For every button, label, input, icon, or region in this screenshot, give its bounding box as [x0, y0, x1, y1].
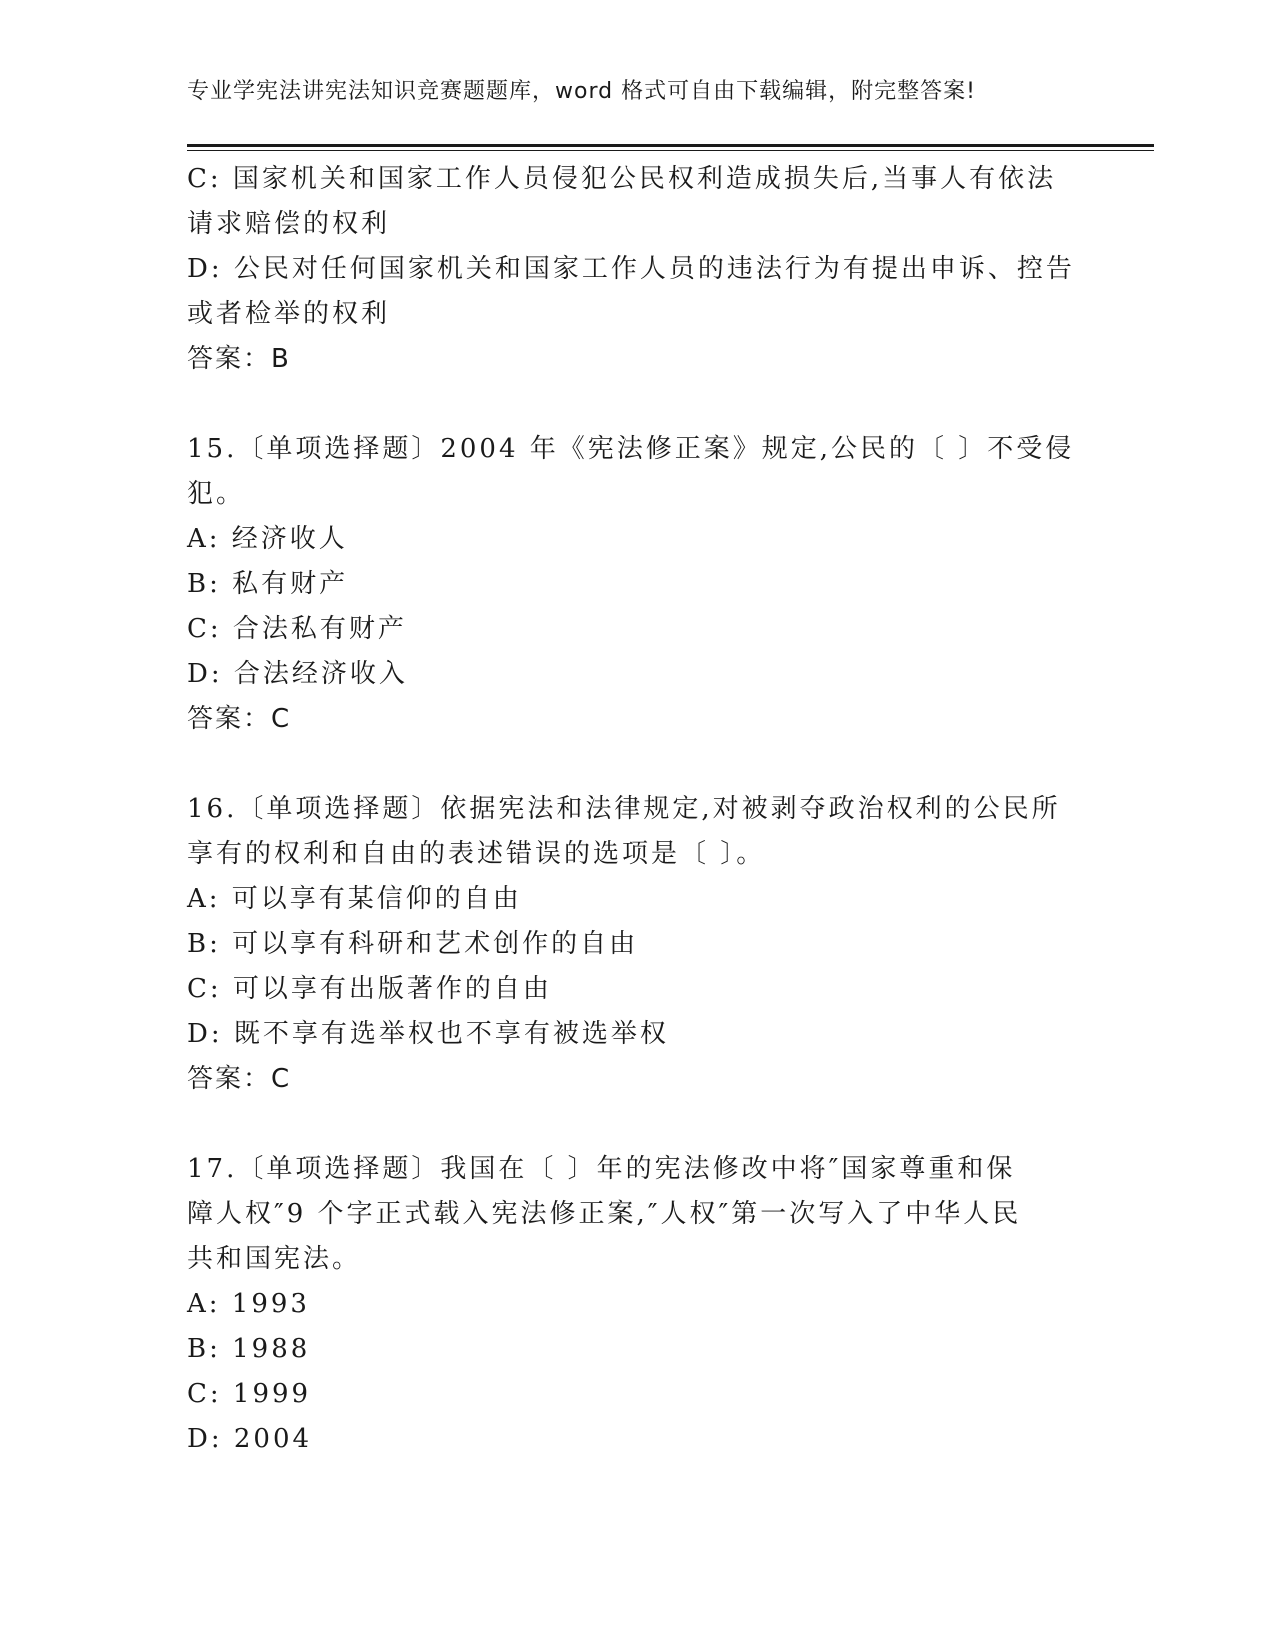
question-stem-line-2: 犯。 — [187, 479, 246, 509]
option-a: A: 经济收人 — [187, 524, 348, 554]
spacer — [187, 382, 1087, 427]
option-d-line-1: D: 公民对任何国家机关和国家工作人员的违法行为有提出申诉、控告 — [187, 254, 1075, 284]
question-stem-line-2: 障人权″9 个字正式载入宪法修正案,″人权″第一次写入了中华人民 — [187, 1199, 1022, 1229]
question-stem-line-1: 17.〔单项选择题〕我国在〔 〕年的宪法修改中将″国家尊重和保 — [187, 1154, 1016, 1184]
option-d: D: 合法经济收入 — [187, 659, 408, 689]
page-header: 专业学宪法讲宪法知识竞赛题题库，word 格式可自由下载编辑，附完整答案! — [187, 79, 976, 104]
answer: 答案：C — [187, 1064, 292, 1094]
answer: 答案：C — [187, 704, 292, 734]
option-b: B: 可以享有科研和艺术创作的自由 — [187, 929, 639, 959]
header-rule-thin — [187, 150, 1154, 151]
question-stem-line-2: 享有的权利和自由的表述错误的选项是〔 〕。 — [187, 839, 766, 869]
question-stem-line-1: 16.〔单项选择题〕依据宪法和法律规定,对被剥夺政治权利的公民所 — [187, 794, 1061, 824]
option-d: D: 既不享有选举权也不享有被选举权 — [187, 1019, 669, 1049]
question-15 — [187, 427, 1087, 742]
question-17 — [187, 1147, 1087, 1462]
option-b: B: 私有财产 — [187, 569, 349, 599]
question-stem-line-1: 15.〔单项选择题〕2004 年《宪法修正案》规定,公民的〔 〕不受侵 — [187, 434, 1075, 464]
question-14-tail — [187, 157, 1087, 382]
spacer — [187, 742, 1087, 787]
option-a: A: 1993 — [187, 1289, 310, 1319]
option-c: C: 合法私有财产 — [187, 614, 407, 644]
option-c: C: 可以享有出版著作的自由 — [187, 974, 552, 1004]
option-a: A: 可以享有某信仰的自由 — [187, 884, 522, 914]
option-c-line-1: C: 国家机关和国家工作人员侵犯公民权利造成损失后,当事人有依法 — [187, 164, 1057, 194]
answer: 答案：B — [187, 344, 291, 374]
option-d-line-2: 或者检举的权利 — [187, 299, 391, 329]
option-c: C: 1999 — [187, 1379, 312, 1409]
spacer — [187, 1102, 1087, 1147]
header-rule-thick — [187, 144, 1154, 147]
option-d: D: 2004 — [187, 1424, 313, 1454]
question-content — [187, 157, 1087, 1462]
option-c-line-2: 请求赔偿的权利 — [187, 209, 391, 239]
question-stem-line-3: 共和国宪法。 — [187, 1244, 362, 1274]
option-b: B: 1988 — [187, 1334, 311, 1364]
question-16 — [187, 787, 1087, 1102]
